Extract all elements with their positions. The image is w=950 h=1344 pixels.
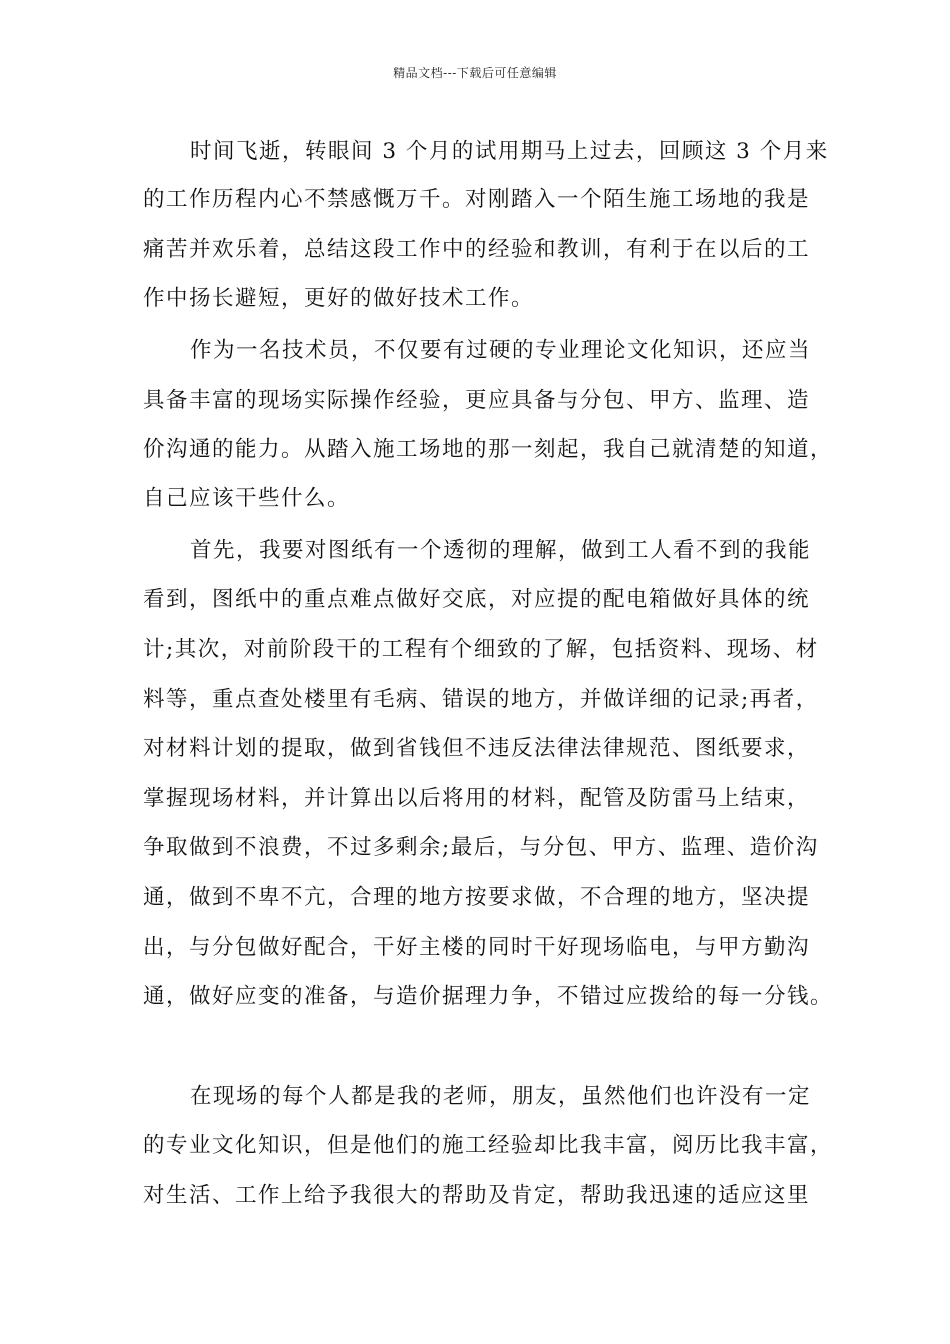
paragraph-3-line-6: 掌握现场材料，并计算出以后将用的材料，配管及防雷马上结束， [143,786,811,811]
paragraph-2-line-2: 具备丰富的现场实际操作经验，更应具备与分包、甲方、监理、造 [143,388,811,413]
page-header: 精品文档---下载后可任意编辑 [393,66,557,80]
paragraph-3-line-8: 通，做到不卑不亢，合理的地方按要求做，不合理的地方，坚决提 [143,885,811,910]
paragraph-3-line-5: 对材料计划的提取，做到省钱但不违反法律法律规范、图纸要求， [143,736,811,761]
paragraph-4-line-1: 在现场的每个人都是我的老师，朋友，虽然他们也许没有一定 [190,1084,812,1109]
paragraph-1-line-4: 作中扬长避短，更好的做好技术工作。 [143,286,535,311]
paragraph-2-line-4: 自己应该干些什么。 [143,486,351,511]
paragraph-3-line-3: 计;其次，对前阶段干的工程有个细致的了解，包括资料、现场、材 [143,637,819,662]
paragraph-1-line-2: 的工作历程内心不禁感慨万千。对刚踏入一个陌生施工场地的我是 [143,187,811,212]
paragraph-4-line-2: 的专业文化知识，但是他们的施工经验却比我丰富，阅历比我丰富， [143,1133,834,1158]
paragraph-2-line-1: 作为一名技术员，不仅要有过硬的专业理论文化知识，还应当 [190,338,812,363]
paragraph-3-line-2: 看到，图纸中的重点难点做好交底，对应提的配电箱做好具体的统 [143,587,811,612]
paragraph-3-line-7: 争取做到不浪费，不过多剩余;最后，与分包、甲方、监理、造价沟 [143,835,819,860]
paragraph-1-line-3: 痛苦并欢乐着，总结这段工作中的经验和教训，有利于在以后的工 [143,237,811,262]
paragraph-3-line-1: 首先，我要对图纸有一个透彻的理解，做到工人看不到的我能 [190,538,812,563]
paragraph-4-line-3: 对生活、工作上给予我很大的帮助及肯定，帮助我迅速的适应这里 [143,1183,811,1208]
paragraph-2-line-3: 价沟通的能力。从踏入施工场地的那一刻起，我自己就清楚的知道， [143,437,834,462]
paragraph-3-line-4: 料等，重点查处楼里有毛病、错误的地方，并做详细的记录;再者， [143,687,819,712]
paragraph-3-line-10: 通，做好应变的准备，与造价据理力争，不错过应拨给的每一分钱。 [143,984,834,1009]
paragraph-1-line-1: 时间飞逝，转眼间 3 个月的试用期马上过去，回顾这 3 个月来 [190,139,829,164]
paragraph-3-line-9: 出，与分包做好配合，干好主楼的同时干好现场临电，与甲方勤沟 [143,935,811,960]
